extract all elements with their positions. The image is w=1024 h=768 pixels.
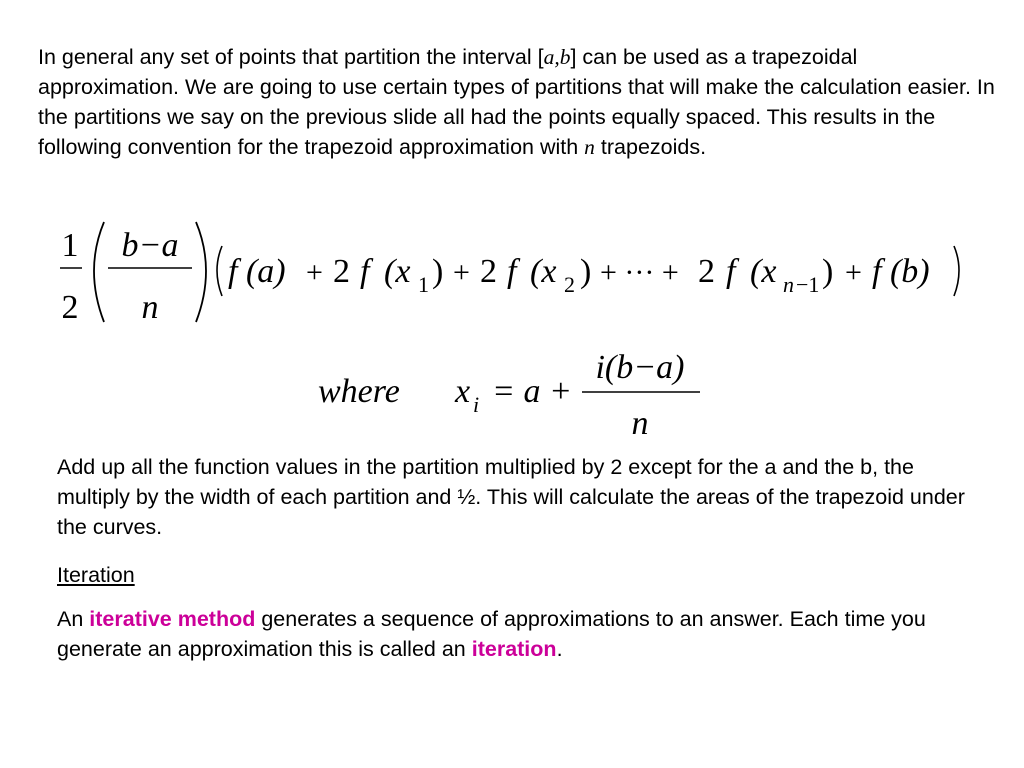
equals-a-plus: = a + xyxy=(492,373,572,410)
where-word: where xyxy=(318,373,400,410)
sub-minus-1: −1 xyxy=(796,272,820,297)
big-right-paren xyxy=(196,222,206,322)
fraction-numerator-one: 1 xyxy=(61,227,79,264)
f-2: f xyxy=(507,253,517,290)
iterative-method-paragraph xyxy=(57,604,987,664)
x-1: (x xyxy=(384,253,411,290)
term-f-of-b: f (b) xyxy=(872,253,930,290)
cdots: + ··· + xyxy=(600,256,679,289)
sub-1: 1 xyxy=(418,272,429,297)
i-b-minus-a: i(b−a) xyxy=(595,349,685,386)
intro-text-3: trapezoids. xyxy=(594,135,707,159)
plus-1: + xyxy=(306,256,323,289)
close-2: ) xyxy=(580,253,592,290)
interval-variables: a,b xyxy=(543,45,571,69)
big-left-paren xyxy=(94,222,104,322)
add-up-paragraph: Add up all the function values in the partition multiplied by 2 except for the a and the b, the multiply by the width of each partition and ½. This will calculate the areas of the trapezoid under the curves. xyxy=(57,455,965,539)
denominator-n: n xyxy=(141,289,159,326)
iterative-method-term: iterative method xyxy=(89,607,256,631)
x-2: (x xyxy=(530,253,557,290)
iteration-heading: Iteration xyxy=(57,563,135,587)
intro-paragraph xyxy=(38,42,998,162)
n-variable: n xyxy=(584,135,595,159)
b-minus-a: b−a xyxy=(121,227,179,264)
fraction-denominator-two: 2 xyxy=(61,289,79,326)
sum-right-paren xyxy=(954,246,959,296)
denominator-n-xi: n xyxy=(631,405,649,442)
coef-2-1: 2 xyxy=(333,253,350,290)
coef-2-3: 2 xyxy=(698,253,715,290)
x-n-minus-1: (x xyxy=(750,253,777,290)
x-i: x xyxy=(455,373,471,410)
f-1: f xyxy=(360,253,370,290)
intro-text-2: ] can be used as a trapezoidal approximation. We are going to use certain types of partitions that will make the calculation easier. In the partitions we say on the previous slide all had the points equally spaced. This results in the following convention for the trapezoid approximation with xyxy=(38,45,995,159)
term-f-of-a: f (a) xyxy=(228,253,286,290)
coef-2-2: 2 xyxy=(480,253,497,290)
sub-2: 2 xyxy=(564,272,575,297)
plus-2: + xyxy=(453,256,470,289)
iter-text-2: generates a sequence of approximations to an answer. Each time you generate an approximation this is called an xyxy=(57,607,926,661)
intro-text-1: In general any set of points that partition the interval [ xyxy=(38,45,544,69)
plus-3: + xyxy=(845,256,862,289)
iter-text-1: An xyxy=(57,607,90,631)
close-3: ) xyxy=(822,253,834,290)
iteration-term: iteration xyxy=(471,637,557,661)
f-3: f xyxy=(726,253,736,290)
sub-n: n xyxy=(783,272,794,297)
iter-text-end: . xyxy=(556,637,563,661)
sum-left-paren xyxy=(217,246,222,296)
close-1: ) xyxy=(432,253,444,290)
x-i-subscript: i xyxy=(473,392,480,417)
